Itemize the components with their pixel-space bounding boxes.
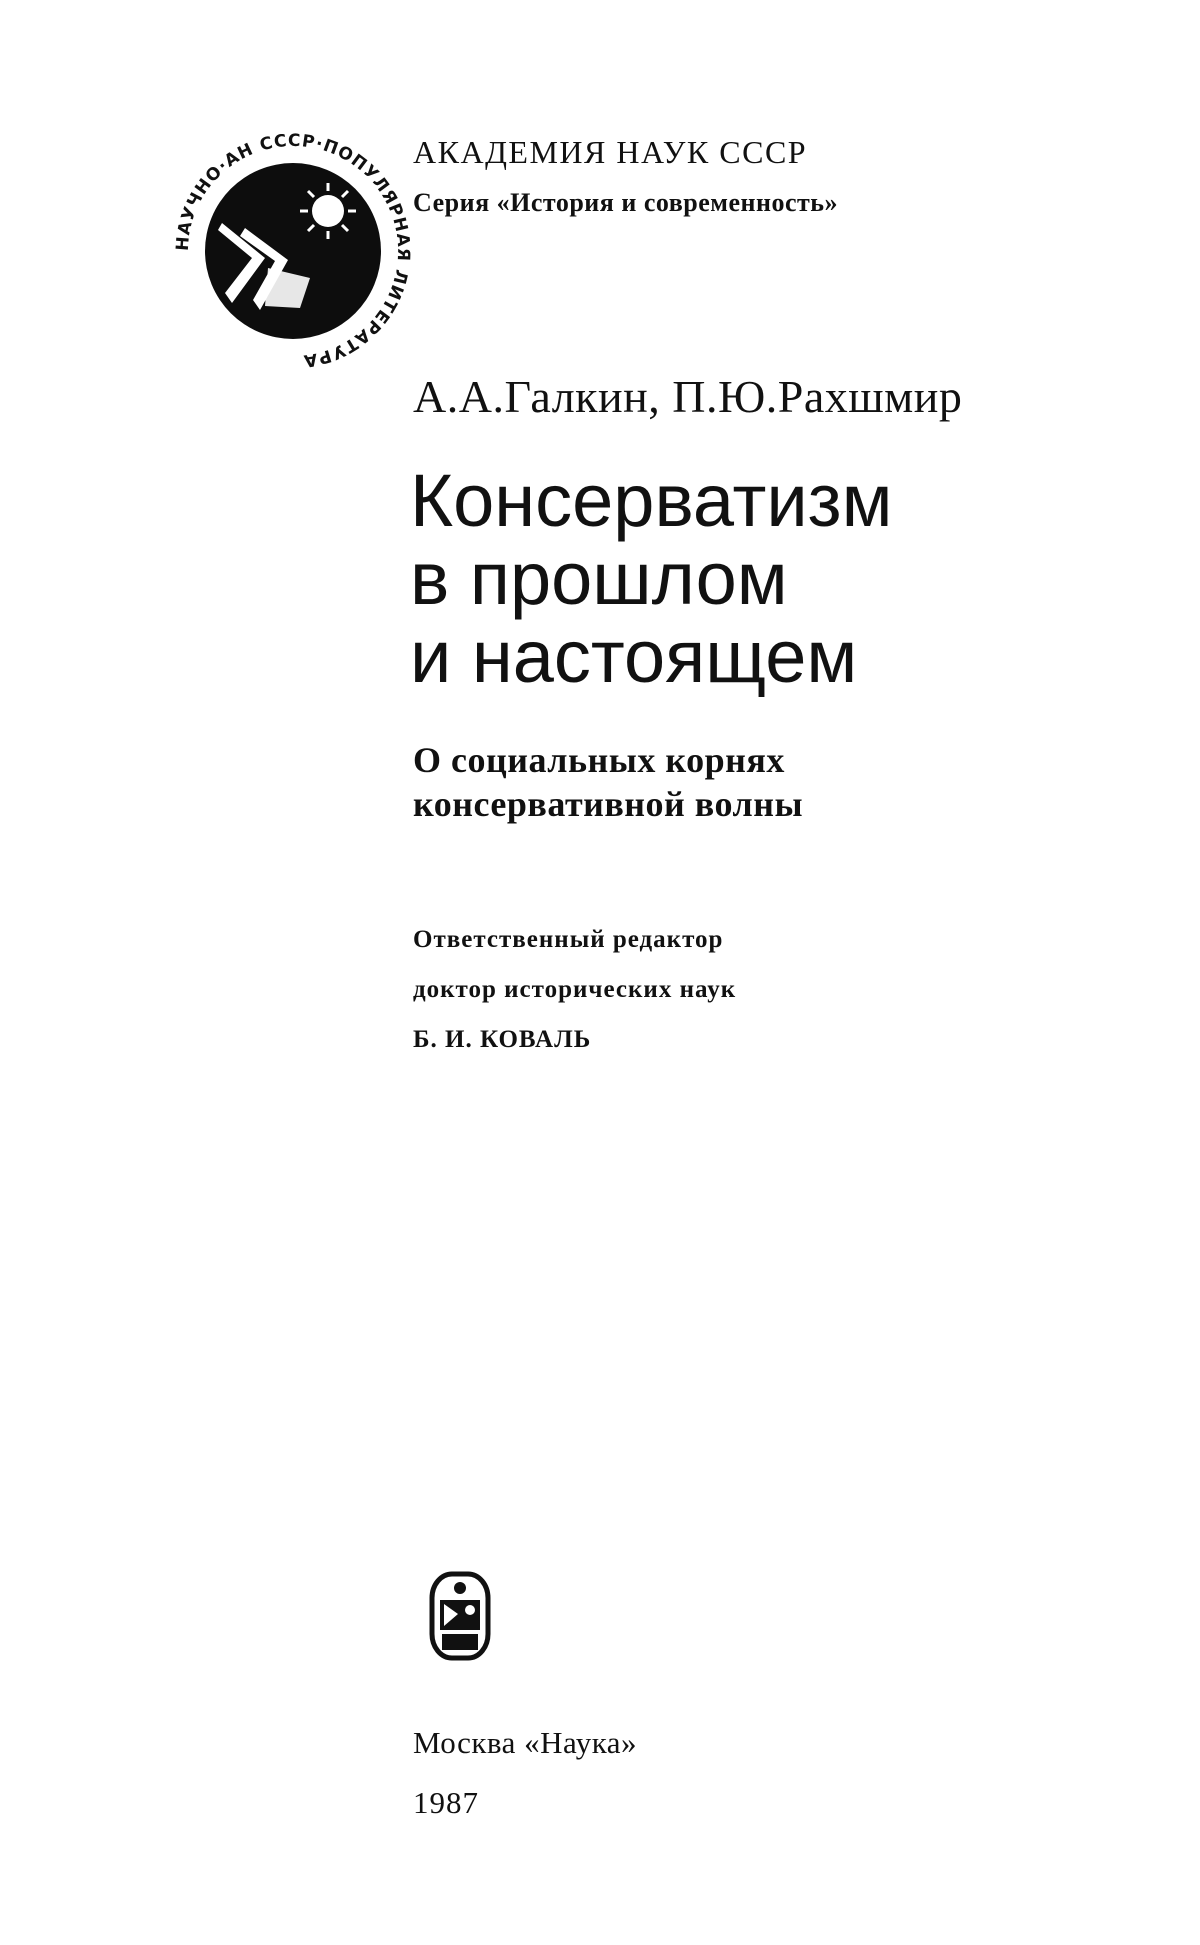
academy-name: АКАДЕМИЯ НАУК СССР (413, 134, 808, 170)
logo-ring-text: НАУЧНО·АН СССР·ПОПУЛЯРНАЯ ЛИТЕРАТУРА (172, 130, 414, 371)
publisher-logo-icon (170, 128, 416, 374)
editor-name: Б. И. КОВАЛЬ (413, 1026, 592, 1053)
imprint-city-publisher: Москва «Наука» (413, 1725, 638, 1760)
subtitle-line: О социальных корнях (413, 740, 785, 780)
publisher-emblem-icon (428, 1570, 492, 1662)
title-line: Консерватизм (410, 459, 893, 542)
book-title (410, 459, 893, 698)
editor-degree: доктор исторических наук (413, 976, 737, 1003)
title-line: и настоящем (410, 615, 858, 698)
editor-block (413, 915, 736, 1065)
book-authors: А.А.Галкин, П.Ю.Рахшмир (413, 371, 963, 422)
imprint-year: 1987 (413, 1785, 479, 1820)
editor-role: Ответственный редактор (413, 926, 724, 953)
subtitle-line: консервативной волны (413, 784, 804, 824)
series-name: Серия «История и современность» (413, 188, 839, 217)
book-subtitle (413, 738, 803, 826)
title-line: в прошлом (410, 537, 788, 620)
